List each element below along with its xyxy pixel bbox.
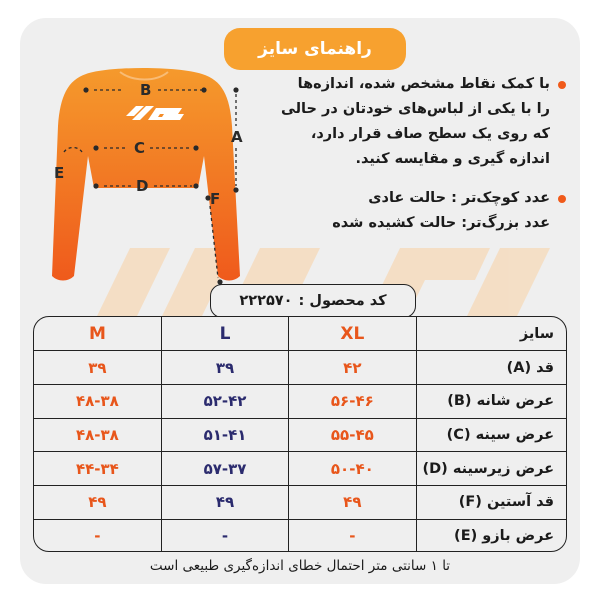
label-d: D [136,177,149,195]
instructions [250,72,568,236]
label-b: B [140,81,152,99]
cell-m: ۴۹ [34,485,161,519]
size-header-xl: XL [289,317,416,351]
row-label: عرض بازو (E) [416,519,566,552]
table-row [34,384,566,418]
table-row [34,485,566,519]
cell-m: ۴۸-۳۸ [34,384,161,418]
row-label: قد آستین (F) [416,485,566,519]
cell-l: ۵۱-۴۱ [161,418,288,452]
table-row [34,452,566,486]
size-header-l: L [161,317,288,351]
garment-shape [52,68,240,281]
label-e: E [54,164,65,182]
row-label: قد (A) [416,351,566,385]
table-header-row [34,317,566,351]
size-table [33,316,567,552]
cell-m: ۳۹ [34,351,161,385]
cell-l: ۵۲-۴۲ [161,384,288,418]
table-row [34,418,566,452]
cell-m: ۴۸-۳۸ [34,418,161,452]
cell-l: - [161,519,288,552]
cell-xl: ۵۶-۴۶ [289,384,416,418]
row-label: عرض شانه (B) [416,384,566,418]
garment-diagram [38,56,260,296]
table-row [34,519,566,552]
label-a: A [231,128,243,146]
size-header-label: سایز [416,317,566,351]
instruction-measure: با کمک نقاط مشخص شده، اندازه‌ها را با یکی از لباس‌های خودتان در حالی که روی یک سطح صاف قرار دارد، اندازه گیری و مقایسه کنید. [250,72,568,172]
cell-xl: ۵۵-۴۵ [289,418,416,452]
page-title: راهنمای سایز [224,28,406,70]
cell-m: - [34,519,161,552]
cell-xl: - [289,519,416,552]
cell-xl: ۴۹ [289,485,416,519]
footnote: تا ۱ سانتی متر احتمال خطای اندازه‌گیری طبیعی است [149,558,451,574]
product-code-value: ۲۲۲۵۷۰ [239,293,293,309]
cell-xl: ۴۲ [289,351,416,385]
label-f: F [210,190,221,208]
row-label: عرض سینه (C) [416,418,566,452]
table-row [34,351,566,385]
row-label: عرض زیرسینه (D) [416,452,566,486]
cell-xl: ۵۰-۴۰ [289,452,416,486]
product-code [210,284,416,318]
product-code-label: کد محصول : [298,293,387,309]
label-c: C [134,139,146,157]
cell-l: ۳۹ [161,351,288,385]
size-header-m: M [34,317,161,351]
cell-m: ۴۴-۳۴ [34,452,161,486]
cell-l: ۵۷-۳۷ [161,452,288,486]
size-guide-card [20,18,580,584]
cell-l: ۴۹ [161,485,288,519]
instruction-numbers: عدد کوچک‌تر : حالت عادی عدد بزرگ‌تر: حالت کشیده شده [250,186,568,236]
